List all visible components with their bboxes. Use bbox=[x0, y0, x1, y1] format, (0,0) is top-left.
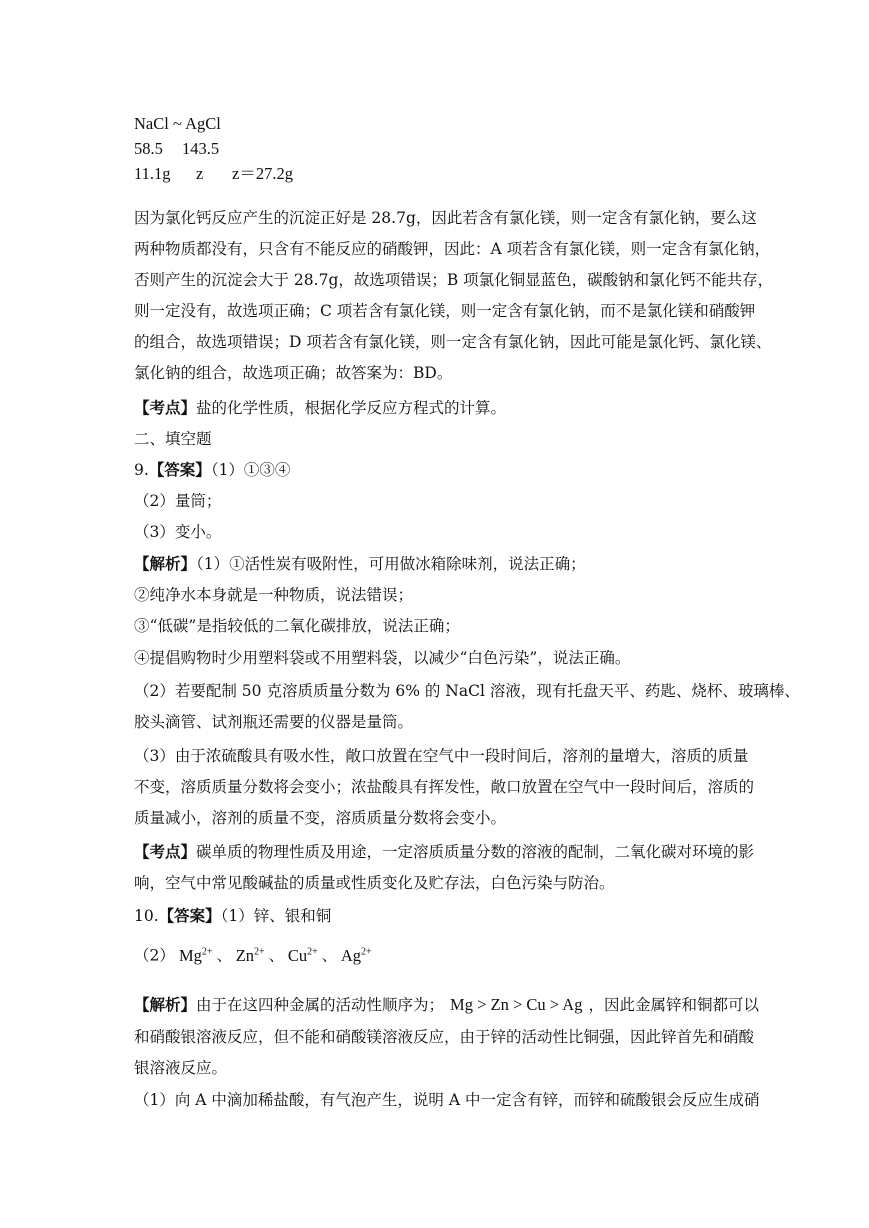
q9-jiexi-1: 【解析】（1）①活性炭有吸附性，可用做冰箱除味剂，说法正确； bbox=[134, 554, 586, 573]
q9-jiexi-6c: 质量减小，溶剂的质量不变，溶质质量分数将会变小。 bbox=[134, 809, 507, 827]
q10-jiexi-3: 银溶液反应。 bbox=[134, 1059, 228, 1077]
kaodian-1 bbox=[134, 398, 506, 418]
q9-kaodian-b: 响，空气中常见酸碱盐的质量或性质变化及贮存法，白色污染与防治。 bbox=[134, 874, 615, 892]
q10-jiexi-1: 【解析】由于在这四种金属的活动性顺序为； Mg > Zn > Cu > Ag ，因此金属锌和铜都可以 bbox=[134, 995, 759, 1014]
ion-ag: $Ag^{2+}$ bbox=[340, 945, 372, 965]
q9-jiexi-6a: （3）由于浓硫酸具有吸水性，敞口放置在空气中一段时间后，溶剂的量增大，溶质的质量 bbox=[134, 747, 749, 765]
q9-kaodian-a: 【考点】碳单质的物理性质及用途，一定溶质质量分数的溶液的配制，二氧化碳对环境的影 bbox=[134, 842, 755, 861]
q9-jiexi-6b: 不变，溶质质量分数将会变小；浓盐酸具有挥发性，敞口放置在空气中一段时间后，溶质的 bbox=[134, 778, 755, 796]
q10-answer-2: （2） $Mg^{2+}$ 、 $Zn^{2+}$ 、 $Cu^{2+}$ 、 $Ag^{2+}$ bbox=[134, 945, 372, 965]
para-line: 的组合，故选项错误；D 项若含有氯化镁，则一定含有氯化钠，因此可能是氯化钙、氯化镁、 bbox=[134, 333, 772, 351]
calc-row-3: 11.1g z z＝27.2g bbox=[134, 164, 293, 183]
para-line: 因为氯化钙反应产生的沉淀正好是 28.7g，因此若含有氯化镁，则一定含有氯化钠，要么这 bbox=[134, 209, 757, 227]
q9-answer-heading: 9.【答案】（1）①③④ bbox=[134, 460, 291, 479]
q9-jiexi-5b: 胶头滴管、试剂瓶还需要的仪器是量筒。 bbox=[134, 713, 414, 731]
ion-cu: $Cu^{2+}$ bbox=[287, 945, 318, 965]
section-heading: 二、填空题 bbox=[134, 430, 212, 448]
q9-jiexi-3: ③“低碳”是指较低的二氧化碳排放，说法正确； bbox=[134, 617, 460, 635]
q9-jiexi-4: ④提倡购物时少用塑料袋或不用塑料袋，以减少“白色污染”，说法正确。 bbox=[134, 649, 631, 667]
kaodian-text: 盐的化学性质，根据化学反应方程式的计算。 bbox=[196, 399, 507, 417]
q10-jiexi-4: （1）向 A 中滴加稀盐酸，有气泡产生，说明 A 中一定含有锌，而锌和硫酸银会反应生成硝 bbox=[134, 1091, 760, 1109]
q10-jiexi-2: 和硝酸银溶液反应，但不能和硝酸镁溶液反应，由于锌的活动性比铜强，因此锌首先和硝酸 bbox=[134, 1028, 755, 1046]
para-line: 否则产生的沉淀会大于 28.7g，故选项错误；B 项氯化铜显蓝色，碳酸钠和氯化钙不能共存， bbox=[134, 271, 774, 289]
para-line: 氯化钠的组合，故选项正确；故答案为：BD。 bbox=[134, 364, 453, 382]
ion-mg: $Mg^{2+}$ bbox=[179, 945, 213, 965]
kaodian-label: 【考点】 bbox=[134, 398, 197, 417]
q9-jiexi-5a: （2）若要配制 50 克溶质质量分数为 6% 的 NaCl 溶液，现有托盘天平、药匙、烧杯、玻璃棒、 bbox=[134, 682, 800, 700]
q9-answer-3: （3）变小。 bbox=[134, 523, 222, 541]
document-page: NaCl ~ AgCl 58.5 143.5 11.1g z z＝27.2g 因为氯化钙反应产生的沉淀正好是 28.7g，因此若含有氯化镁，则一定含有氯化钠，要么这 两种物质都没有，只含有不能反应的硝酸钾，因此：A 项若含有氯化镁，则一定含有氯化钠， 否则产生的沉淀会大于 28.7g，故选项错误；B 项氯化铜显蓝色，碳酸钠和氯化钙不能共存， 则一定没有，故选项正确；C 项若含有氯化镁，则一定含有氯化钠，而不是氯化镁和硝酸钾 的组合，故选项错误；D 项若含有氯化镁，则一定含有氯化钠，因此可能是氯化钙、氯化镁、 氯化钠的组合，故选项正确；故答案为：BD。 【考点】盐的化学性质，根据化学反应方程式的计算。 二、填空题 9.【答案】（1）①③④ （2）量筒； （3）变小。 【解析】（1）①活性炭有吸附性，可用做冰箱除味剂，说法正确； ②纯净水本身就是一种物质，说法错误； ③“低碳”是指较低的二氧化碳排放，说法正确； ④提倡购物时少用塑料袋或不用塑料袋，以减少“白色污染”，说法正确。 （2）若要配制 50 克溶质质量分数为 6% 的 NaCl 溶液，现有托盘天平、药匙、烧杯、玻璃棒、 胶头滴管、试剂瓶还需要的仪器是量筒。 （3）由于浓硫酸具有吸水性，敞口放置在空气中一段时间后，溶剂的量增大，溶质的质量 不变，溶质质量分数将会变小；浓盐酸具有挥发性，敞口放置在空气中一段时间后，溶质的 质量减小，溶剂的质量不变，溶质质量分数将会变小。 【考点】碳单质的物理性质及用途，一定溶质质量分数的溶液的配制，二氧化碳对环境的影 响，空气中常见酸碱盐的质量或性质变化及贮存法，白色污染与防治。 10.【答案】（1）锌、银和铜 （2） $Mg^{2+}$ 、 $Zn^{2+}$ 、 $Cu^{2+}$ 、 $Ag^{2+}$ 【解析】由于在这四种金属的活动性顺序为； Mg > Zn > Cu > Ag ，因此金属锌和铜都可以 和硝酸银溶液反应，但不能和硝酸镁溶液反应，由于锌的活动性比铜强，因此锌首先和硝酸 银溶液反应。 （1）向 A 中滴加稀盐酸，有气泡产生，说明 A 中一定含有锌，而锌和硫酸银会反应生成硝 bbox=[134, 114, 800, 1109]
q9-jiexi-2: ②纯净水本身就是一种物质，说法错误； bbox=[134, 586, 414, 604]
q10-answer-heading: 10.【答案】（1）锌、银和铜 bbox=[134, 906, 332, 925]
para-line: 两种物质都没有，只含有不能反应的硝酸钾，因此：A 项若含有氯化镁，则一定含有氯化钠， bbox=[134, 240, 771, 258]
para-line: 则一定没有，故选项正确；C 项若含有氯化镁，则一定含有氯化钠，而不是氯化镁和硝酸钾 bbox=[134, 302, 756, 320]
calc-row-2: 58.5 143.5 bbox=[134, 139, 220, 158]
q9-answer-2: （2）量筒； bbox=[134, 492, 222, 510]
ion-zn: $Zn^{2+}$ bbox=[235, 945, 265, 965]
